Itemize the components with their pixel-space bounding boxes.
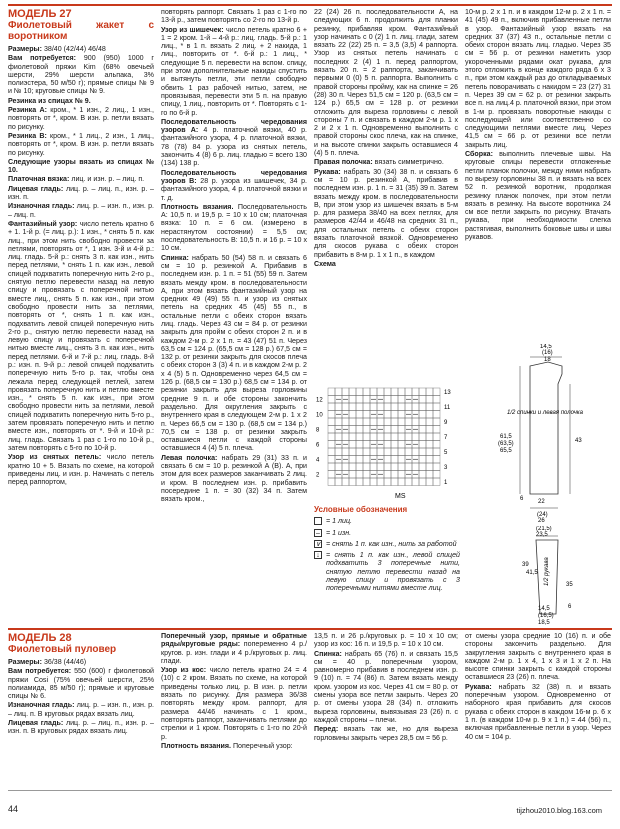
schema-cell — [412, 463, 419, 471]
paragraph: Левая полочка: набрать 29 (31) 33 п. и связать 6 см = 10 р. резинкой А (В). А, при этом для всех размеров заканчивать 2 лиц. и кром. В последнем изн. р. прибавить посередине 1 п. = 30 (32) 34 п. Затем вязать кром., — [161, 453, 307, 504]
schema-cell — [433, 471, 440, 479]
jacket-top-w3: 18 — [544, 357, 551, 363]
schema-cell — [398, 478, 405, 486]
schema-cell — [412, 478, 419, 486]
paragraph: Схема — [314, 259, 336, 268]
schema-cell — [426, 463, 433, 471]
schema-cell — [398, 411, 405, 419]
paragraph: 22 (24) 26 п. последовательности А, на следующих 6 п. продолжить для планки резинку, прибавляя кром. Фантазийный узор начинать с 0 (2) 1 п. лиц. глади, затем вязать 22 (22) 25 п. = 3,5 (3,5) 4 раппорта. Узор из снятых петель начинать с последних 2 (4) 1 п. перед раппортом, вязать 20 п. = 2 раппорта, заканчивать первыми 0 (0) 5 п. раппорта. Выполнить с правой стороны пройму, как на спинке = 26 (28) 30 п. Через 51,5 см = 120 р. (63,5 см = 124 р.) 65,5 см = 128 р. от резинки отложить для выреза горловины с левой стороны 7 п. и связать в каждом 2-м р. 1 х 2 и 2 х 1 п. Одновременно выполнить с правой стороны скос плеча, как на спинке, и на высоте спинки закрыть оставшиеся 4 (4) 5 п. плеча. — [314, 8, 458, 158]
model27-col1-text — [8, 45, 154, 486]
schema-cell — [412, 448, 419, 456]
schema-cell — [433, 388, 440, 396]
schema-cell — [328, 463, 335, 471]
schema-cell — [433, 426, 440, 434]
schema-cell — [419, 478, 426, 486]
schema-cell — [433, 411, 440, 419]
schema-cell — [384, 388, 391, 396]
legend-text: = снять 1 п. как изн., нить за работой — [326, 539, 457, 548]
schema-cell — [363, 388, 370, 396]
model28-column-3 — [314, 632, 458, 743]
paragraph: Вам потребуется: 550 (600) г фиолетовой пряжи Cosi (75% овечьей шерсти, 25% полиамида, 85 м/50 г); прямые и круговые спицы № 6. — [8, 667, 154, 701]
schema-cell — [384, 456, 391, 464]
schema-cell — [405, 448, 412, 456]
legend-swatch-icon: ↓ — [314, 551, 322, 559]
schema-cell — [412, 388, 419, 396]
schema-cell — [377, 478, 384, 486]
schema-cell — [405, 418, 412, 426]
schema-cell — [419, 456, 426, 464]
schema-cell — [405, 463, 412, 471]
paragraph: Платочная вязка: лиц. и изн. р. – лиц. п. — [8, 175, 145, 184]
schema-cell — [370, 418, 377, 426]
schema-cell — [363, 433, 370, 441]
header-rule — [8, 4, 612, 6]
model27-col2-text — [161, 8, 307, 504]
schema-cell — [419, 418, 426, 426]
schema-cell — [426, 418, 433, 426]
schema-cell — [370, 463, 377, 471]
paragraph: Последовательность чередования узоров А: 4 р. платочной вязки, 40 р. фантазийного узора, 4 р. платочной вязки, 78 (78) 84 р. узора из снятых петель, закончить 4 (8) 6 р. лиц. гладью = всего 130 (134) 138 р. — [161, 117, 307, 168]
schema-cell — [426, 441, 433, 449]
schema-row-label: 12 — [316, 397, 323, 404]
schema-cell — [328, 478, 335, 486]
paragraph: Лицевая гладь: лиц. р. – лиц. п., изн. р. – изн. п. — [8, 184, 154, 202]
schema-cell — [328, 456, 335, 464]
sleeve-b2: (16,5) — [538, 613, 554, 619]
schema-cell — [356, 448, 363, 456]
schema-cell — [433, 396, 440, 404]
schema-cell — [349, 448, 356, 456]
schema-cell — [391, 433, 398, 441]
schema-cell — [398, 396, 405, 404]
schema-cell — [349, 478, 356, 486]
schema-cell — [328, 411, 335, 419]
schema-cell — [419, 426, 426, 434]
schema-row-label: 5 — [444, 450, 448, 456]
schema-cell — [349, 463, 356, 471]
model28-column-1 — [8, 632, 154, 737]
schema-cell — [426, 471, 433, 479]
legend-swatch-icon — [314, 517, 322, 525]
schema-cell — [398, 441, 405, 449]
schema-cell — [356, 441, 363, 449]
schema-cell — [342, 403, 349, 411]
jacket-mid-label-text: 1/2 спинки и левая полочка — [507, 410, 583, 416]
model28-column-4 — [465, 632, 611, 742]
paragraph: Узор из снятых петель: число петель кратно 10 + 5. Вязать по схеме, на которой приведены лиц. и изн. р. Начинать с петель перед раппортом, — [8, 453, 154, 487]
schema-cell — [363, 478, 370, 486]
schema-cell — [433, 478, 440, 486]
schema-cell — [363, 418, 370, 426]
model27-col3-text — [314, 8, 458, 268]
schema-cell — [419, 433, 426, 441]
schema-cell — [342, 388, 349, 396]
paragraph: повторять раппорт. Связать 1 раз с 1-го по 13-й р., затем повторять со 2-го по 13-й р. — [161, 8, 307, 25]
schema-cell — [356, 471, 363, 479]
schema-cell — [433, 418, 440, 426]
schema-row-label: 4 — [316, 457, 320, 464]
schema-cell — [384, 448, 391, 456]
sleeve-bottom-label: 6 — [568, 604, 572, 610]
page-number: 44 — [8, 804, 19, 814]
schema-cell — [398, 418, 405, 426]
pattern-jacket — [490, 344, 610, 522]
schema-cell — [405, 478, 412, 486]
paragraph: Узор из шишечек: число петель кратно 6 + 1 = 2 кром. 1-й – 4-й р.: лиц. гладь. 5-й р.: 1 лиц., * в 1 п. вязать 2 лиц. + 2 накида, 1 лиц., повторить от *. 6-й р.: 1 лиц., * следующие 5 п. перевести на вспом. спицу, при этом дополнительные накиды спустить и вытянуть петли, эти петли свободно обвить 1 раз рабочей нитью, затем, не провязывая, перевести эти 5 п. на правую спицу, 1 лиц., повторить от *. Повторять с 1-го по 6-й р. — [161, 25, 307, 117]
schema-cell — [419, 448, 426, 456]
sleeve-b3: 18,5 — [538, 620, 550, 626]
schema-cell — [391, 418, 398, 426]
schema-cell — [349, 441, 356, 449]
schema-cell — [370, 478, 377, 486]
schema-cell — [384, 426, 391, 434]
jacket-mid-label — [507, 410, 584, 416]
paragraph: Рукава: набрать 30 (34) 38 п. и связать 6 см = 10 р. резинкой А, прибавив в последнем изн. р. 1 п. = 31 (35) 39 п. Затем вязать между кром. в последовательности В, при этом узор из шишечек вязать в 5-м р. для размера 38/40 на всех петлях, для размеров 42/44 и 46/48 на средних 31 п., для остальных петель с обеих сторон вязать платочной вязкой. Одновременно для скосов рукава с обеих сторон прибавить в 8-м р. 1 х 1 п., в каждом — [314, 167, 458, 259]
schema-cell — [349, 396, 356, 404]
schema-cell — [426, 478, 433, 486]
schema-row-label: 2 — [316, 472, 320, 479]
knitting-schema — [314, 384, 460, 502]
schema-cell — [433, 433, 440, 441]
jacket-h3: 65,5 — [500, 448, 512, 454]
schema-cell — [328, 418, 335, 426]
schema-cell — [412, 403, 419, 411]
schema-cell — [391, 441, 398, 449]
schema-cell — [349, 471, 356, 479]
legend-item — [314, 529, 460, 537]
schema-cell — [426, 426, 433, 434]
schema-cell — [328, 396, 335, 404]
sleeve-top-w3: 23,5 — [536, 532, 548, 538]
schema-row-numbers-right — [444, 390, 451, 486]
schema-cell — [398, 463, 405, 471]
schema-cell — [433, 403, 440, 411]
schema-cell — [433, 463, 440, 471]
paragraph: Фантазийный узор: число петель кратно 6 + 1. 1-й р. (= лиц. р.): 1 изн., * снять 5 п. как лиц., при этом нить свободно провести за петлями, повторять от *, 1 изн. 3-й и 4-й р.: лиц. гладь. 5-й р.: снять 3 п. как изн., нить перед петлями, * снять 1 п. как изн., левой спицей подхватить поперечную нить 2-го р., снятую петлю перевести назад на левую спицу и провязать с поперечной нитью вместе лиц., снять 5 п. как изн., при этом свободно провести нить за петлями, повторять от *, снять 1 п. как изн., подхватить левой спицей поперечную нить 2-го р., снятую петлю перевести назад на левую спицу и провязать с поперечной нитью вместе лиц., снять 3 п. как изн., нить перед петлями. 6-й и 7-й р.: лиц. гладь. 8-й р.: изн. п. 9-й р.: левой спицей подхватить поперечную нить 5-го р. так, чтобы она лежала перед следующей петлей, затем провязать поперечную нить и петлю вместе изн., * снять 5 п. как изн., при этом свободно провести нить за петлями, левой спицей подхватить поперечную нить 5-го р., затем провязать поперечную нить и петлю вместе изн., повторять от *. 9-й и 10-й р.: лиц. гладь. Связать 1 раз с 1-го по 10-й р., затем повторять с 5-го по 10-й р. — [8, 219, 154, 452]
paragraph: Узор из кос: число петель кратно 24 = 4 (10) с 2 кром. Вязать по схеме, на которой приведены только лиц. р. В изн. р. петли вязать по рисунку. Для размера 36/38 повторять между кром. раппорт, для размера 44/46 начинать с 1 кром., повторять раппорт, заканчивать петлями до стрелки и 1 кром. Повторять с 1-го по 20-й р. — [161, 666, 307, 741]
schema-row-label: 3 — [444, 465, 448, 471]
schema-cell — [335, 388, 342, 396]
model27-col4-text — [465, 8, 611, 241]
jacket-top-w2: (16) — [542, 350, 553, 356]
legend-items — [314, 517, 460, 592]
schema-row-label: 11 — [444, 405, 451, 411]
schema-cell — [363, 426, 370, 434]
schema-cell — [377, 418, 384, 426]
schema-cell — [419, 396, 426, 404]
sleeve-h2: 41,5 — [526, 570, 538, 576]
schema-cell — [391, 448, 398, 456]
schema-cell — [328, 448, 335, 456]
paragraph: Изнаночная гладь: лиц. р. – изн. п., изн. р. – лиц. п. — [8, 202, 155, 219]
schema-cell — [391, 403, 398, 411]
schema-cell — [391, 456, 398, 464]
legend-swatch-icon: – — [314, 529, 322, 537]
schema-cell — [398, 388, 405, 396]
schema-row-label: 13 — [444, 390, 451, 396]
schema-cell — [342, 478, 349, 486]
schema-cell — [419, 388, 426, 396]
schema-cell — [356, 433, 363, 441]
legend-title: Условные обозначения — [314, 505, 408, 514]
jacket-outline — [530, 362, 562, 494]
schema-row-numbers-left — [316, 398, 323, 479]
paragraph: Размеры: 38/40 (42/44) 46/48 — [8, 45, 106, 53]
schema-cell — [342, 433, 349, 441]
paragraph: Сборка: выполнить плечевые швы. На круговые спицы перевести отложенные петли планок полочки, между ними набрать по вырезу горловины 38 п. и вязать на всех 52 п. резинкой воротник, продолжая резинку планок полочек, при этом петли вязать в резинку. На высоте воротника 24 см все петли закрыть по рисунку. Втачать рукава, при необходимости слегка растягивая, выполнить боковые швы и швы рукавов. — [465, 150, 611, 242]
schema-cell — [391, 411, 398, 419]
schema-cell — [356, 478, 363, 486]
paragraph: Резинка В: кром., * 1 лиц., 2 изн., 1 лиц., повторять от *, кром. В изн. р. петли вязать по рисунку. — [8, 131, 155, 157]
schema-cell — [356, 426, 363, 434]
schema-cell — [384, 441, 391, 449]
schema-cell — [349, 456, 356, 464]
schema-cell — [419, 463, 426, 471]
schema-cell — [433, 441, 440, 449]
schema-cell — [349, 418, 356, 426]
schema-row-label: 6 — [316, 442, 320, 449]
schema-row-label: 8 — [316, 427, 320, 434]
schema-cell — [335, 403, 342, 411]
schema-cell — [335, 433, 342, 441]
model27-column-2 — [161, 8, 307, 505]
jacket-b2: (24) — [537, 512, 548, 518]
paragraph: Спинка: набрать 50 (54) 58 п. и связать 6 см = 10 р. резинкой А. Прибавив в последнем изн. р. 1 п. = 51 (55) 59 п. Затем вязать между кром. в последовательности А, при этом вязать фантазийный узор на средних 49 (49) 55 п. и узор из снятых петель на средних 45 (45) 55 п., в остальные петли с обеих сторон вязать лиц. гладь. Через 43 см = 84 р. от резинки закрыть для пройм с обеих сторон 2 п. и в каждом 2-м р. 2 х 1 п. = 43 (47) 51 п. Через 63,5 см = 124 р. (65,5 см = 128 р.) 67,5 см = 132 р. от резинки закрыть для скосов плеча с обеих сторон 3 (3) 4 п. и в каждом 2-м р. 2 х 4 (5) 5 п. Одновременно через 64,5 см = 126 р. (68,5 см = 130 р.) 68,5 см = 134 р. от резинки закрыть для выреза горловины средние 9 п. и обе стороны закончить раздельно. Для округления закрыть с внутреннего края в следующем 2-м р. 1 х 2 п. Через 66,5 см = 130 р. (68,5 см = 134 р.) 70,5 см = 138 р. от резинки закрыть оставшиеся петли с каждой стороны оставшиеся 4 (4) 5 п. плеча. — [161, 253, 307, 453]
paragraph: Резинка А: кром., * 1 изн., 2 лиц., 1 изн., повторять от *, кром. В изн. р. петли вязать по рисунку. — [8, 106, 154, 131]
schema-cell — [370, 388, 377, 396]
schema-cell — [335, 478, 342, 486]
model28-subtitle: Фиолетовый пуловер — [8, 644, 117, 655]
paragraph: Спинка: набрать 65 (76) п. и связать 15,5 см = 40 р. поперечным узором, равномерно прибавив в последнем изн. р. 9 (10) п. = 74 (86) п. Затем вязать между кром. узором из кос. Через 41 см = 80 р. от смены узора все петли закрыть. Через 20 р. от смены узора 28 (34) п. отложить выреза горловины, вывязывая 23 (26) п. с каждой стороны – плечи. — [314, 649, 458, 724]
schema-cell — [405, 433, 412, 441]
schema-cell — [398, 403, 405, 411]
sleeve-h1: 39 — [522, 562, 529, 568]
paragraph: Следующие узоры вязать из спицах № 10. — [8, 157, 154, 175]
schema-cell — [363, 456, 370, 464]
schema-cell — [370, 403, 377, 411]
schema-cell — [433, 448, 440, 456]
schema-cell — [377, 403, 384, 411]
paragraph: Размеры: 36/38 (44/46) — [8, 658, 87, 666]
paragraph: 10-м р. 2 х 1 п. и в каждом 12-м р. 2 х 1 п. = 41 (45) 49 п., включив прибавленные петли в узор. Фантазийный узор вязать на средних 37 (37) 43 п., остальные петли с обеих сторон вязать лиц. гладью. Через 35 см = 56 р. от резинки наметить узор укороченными рядами окат рукава, для этого отложить в конце каждого ряда 6 х 3 п., при этом каждый раз до откладываемых петель поворачивать с накидом = 23 (27) 31 п. Через 39 см = 62 р. от резинки закрыть все п. на лиц.4 р. платочной вязки, при этом в 1-м р. провязать поворотные накиды с последующей или соответственно со следующими петлями вместе лиц. Через 41,5 см = 66 р. от резинки все петли закрыть лиц. — [465, 8, 611, 149]
model27-title: МОДЕЛЬ 27 — [8, 8, 72, 20]
model27-column-1 — [8, 8, 154, 487]
schema-cell — [377, 433, 384, 441]
schema-cell — [412, 433, 419, 441]
schema-cell — [363, 403, 370, 411]
schema-cell — [363, 411, 370, 419]
jacket-h2: (63,5) — [498, 441, 514, 447]
schema-cell — [370, 448, 377, 456]
schema-cell — [377, 448, 384, 456]
schema-cell — [349, 433, 356, 441]
schema-cell — [391, 396, 398, 404]
schema-cell — [419, 441, 426, 449]
paragraph: 13,5 п. и 26 р./круговых р. = 10 х 10 см; узор из кос: 16 п. и 19,5 р. = 10 х 10 см. — [314, 632, 458, 649]
schema-cell — [328, 441, 335, 449]
schema-cell — [391, 478, 398, 486]
schema-cell — [384, 478, 391, 486]
schema-cell — [426, 433, 433, 441]
schema-cell — [391, 388, 398, 396]
schema-cell — [426, 403, 433, 411]
sleeve-top-w2: (21,5) — [536, 526, 552, 532]
model-divider — [8, 628, 612, 630]
schema-cell — [377, 388, 384, 396]
model28-column-2 — [161, 632, 307, 751]
legend-item — [314, 517, 460, 525]
schema-cell — [363, 463, 370, 471]
schema-cell — [391, 471, 398, 479]
schema-cell — [419, 471, 426, 479]
model28-col2-text — [161, 632, 307, 750]
schema-cell — [384, 396, 391, 404]
footer-rule — [8, 790, 612, 791]
schema-cell — [335, 448, 342, 456]
schema-cell — [356, 396, 363, 404]
schema-cell — [356, 463, 363, 471]
schema-cell — [349, 388, 356, 396]
model28-col1-text — [8, 658, 154, 736]
legend-item — [314, 540, 460, 548]
legend-item — [314, 551, 460, 592]
legend — [314, 506, 460, 593]
schema-cell — [412, 418, 419, 426]
schema-row-label: 9 — [444, 420, 448, 426]
schema-cell — [335, 463, 342, 471]
sleeve-b1: 14,5 — [538, 606, 550, 612]
model28-col3-text — [314, 632, 458, 742]
schema-cell — [342, 418, 349, 426]
schema-cell — [433, 456, 440, 464]
schema-cell — [356, 411, 363, 419]
schema-cell — [398, 471, 405, 479]
model27-column-4 — [465, 8, 611, 242]
schema-cell — [363, 448, 370, 456]
schema-ms-label: MS — [395, 493, 406, 500]
paragraph: Изнаночная гладь: лиц. р. – изн. п., изн. р. – лиц. п. В круговых рядах вязать лиц. — [8, 701, 155, 718]
sleeve-h3: 35 — [566, 582, 573, 588]
schema-cell — [384, 463, 391, 471]
schema-cell — [426, 411, 433, 419]
paragraph: Рукава: набрать 32 (38) п. и вязать поперечным узором. Одновременно от наборного края прибавить для скосов рукава с обеих сторон в каждом 16-м р. 6 х 1 п. (в каждом 10-м р. 9 х 1 п.) = 44 (56) п., включая прибавленные петли в узор. Через 40 см = 104 р. — [465, 682, 611, 741]
pattern-sleeve — [490, 526, 610, 626]
paragraph: от смены узора средние 10 (16) п. и обе стороны закончить раздельно. Для закругления закрыть с внутреннего края в каждом 2-м р. 1 х 4, 1 х 3 и 1 х 2 п. На высоте спинки закрыть с каждой стороны оставшиеся 23 (26) п. плеча. — [465, 632, 611, 682]
paragraph: Правая полочка: вязать симметрично. — [314, 158, 444, 167]
model28-title: МОДЕЛЬ 28 — [8, 632, 72, 644]
paragraph: Вам потребуется: 900 (950) 1000 г фиолетовой пряжи Kim (68% овечьей шерсти, 29% шерсти альпака, 3% полиэстера, 50 м/50 г); прямые спицы № 9 и № 10; круговые спицы № 9. — [8, 54, 154, 96]
schema-cell — [363, 396, 370, 404]
footer-url: tijzhou2010.blog.163.com — [516, 806, 602, 815]
schema-cell — [398, 426, 405, 434]
model28-col4-text — [465, 632, 611, 741]
schema-cell — [328, 426, 335, 434]
schema-cell — [328, 471, 335, 479]
paragraph: Перед: вязать так же, но для выреза горловины закрыть через 28,5 см = 56 р. — [314, 725, 458, 742]
jacket-side: 43 — [575, 438, 582, 444]
schema-cell — [342, 448, 349, 456]
schema-cell — [356, 456, 363, 464]
schema-row-label: 1 — [444, 480, 448, 486]
schema-cell — [405, 403, 412, 411]
legend-swatch-icon: ∨ — [315, 540, 321, 548]
schema-cell — [384, 471, 391, 479]
schema-row-label: 7 — [444, 435, 448, 441]
schema-cell — [363, 441, 370, 449]
model27-subtitle: Фиолетовый жакет с воротником — [8, 20, 154, 42]
schema-cell — [426, 456, 433, 464]
schema-cell — [363, 471, 370, 479]
schema-cell — [328, 433, 335, 441]
schema-cell — [370, 433, 377, 441]
paragraph: Лицевая гладь: лиц. р. – лиц. п., изн. р. – изн. п. В круговых рядах вязать лиц. — [8, 719, 154, 736]
schema-cell — [356, 403, 363, 411]
schema-grid — [328, 388, 440, 486]
legend-text: = 1 изн. — [326, 528, 352, 537]
schema-cell — [356, 388, 363, 396]
legend-text: = 1 лиц. — [326, 517, 353, 526]
schema-cell — [391, 426, 398, 434]
schema-cell — [384, 433, 391, 441]
schema-cell — [426, 388, 433, 396]
schema-cell — [384, 418, 391, 426]
paragraph: Поперечный узор, прямые и обратные ряды/круговые ряды: попеременно 4 р./кругов. р. изн. глади и 4 р./круговых р. лиц. глади. — [161, 632, 307, 665]
paragraph: Плотность вязания. Последовательность А: 10,5 п. и 19,5 р. = 10 х 10 см; платочная вязка: 10 п. = 6 см. (измерено в нерастянутом состоянии) = 5,5 см; последовательность В: 10,5 п. и 16 р. = 10 х 10 см. — [161, 202, 307, 253]
model27-column-3 — [314, 8, 458, 269]
schema-cell — [419, 403, 426, 411]
paragraph: Плотность вязания. Поперечный узор: — [161, 741, 293, 750]
schema-cell — [349, 426, 356, 434]
schema-cell — [398, 433, 405, 441]
schema-cell — [405, 388, 412, 396]
jacket-top-w1: 14,5 — [540, 344, 552, 350]
schema-cell — [377, 463, 384, 471]
schema-cell — [426, 448, 433, 456]
sleeve-mid-label: 1/2 рукава — [544, 557, 550, 586]
schema-cell — [384, 403, 391, 411]
schema-cell — [384, 411, 391, 419]
schema-cell — [328, 403, 335, 411]
schema-cell — [328, 388, 335, 396]
jacket-bottom-label: 6 — [520, 496, 524, 502]
schema-cell — [335, 418, 342, 426]
schema-cell — [391, 463, 398, 471]
schema-cell — [398, 448, 405, 456]
paragraph: Резинка из спицах № 9. — [8, 96, 91, 105]
schema-row-label: 10 — [316, 412, 323, 419]
paragraph: Последовательность чередования узоров В: 28 р. узора из шишечек, 34 р. фантазийного узора, 4 р. платочной вязки и т. д. — [161, 168, 307, 202]
schema-cell — [398, 456, 405, 464]
schema-cell — [342, 463, 349, 471]
schema-cell — [419, 411, 426, 419]
schema-cell — [349, 411, 356, 419]
jacket-b1: 22 — [538, 499, 545, 505]
jacket-h1: 61,5 — [500, 434, 512, 440]
legend-text: = снять 1 п. как изн., левой спицей подхватить 3 поперечные нити, снятую петлю перевести назад на левую спицу и провязать с 3 поперечными нитями вместе лиц. — [326, 551, 460, 593]
schema-cell — [426, 396, 433, 404]
jacket-b3: 26 — [538, 518, 545, 522]
schema-cell — [349, 403, 356, 411]
schema-cell — [356, 418, 363, 426]
